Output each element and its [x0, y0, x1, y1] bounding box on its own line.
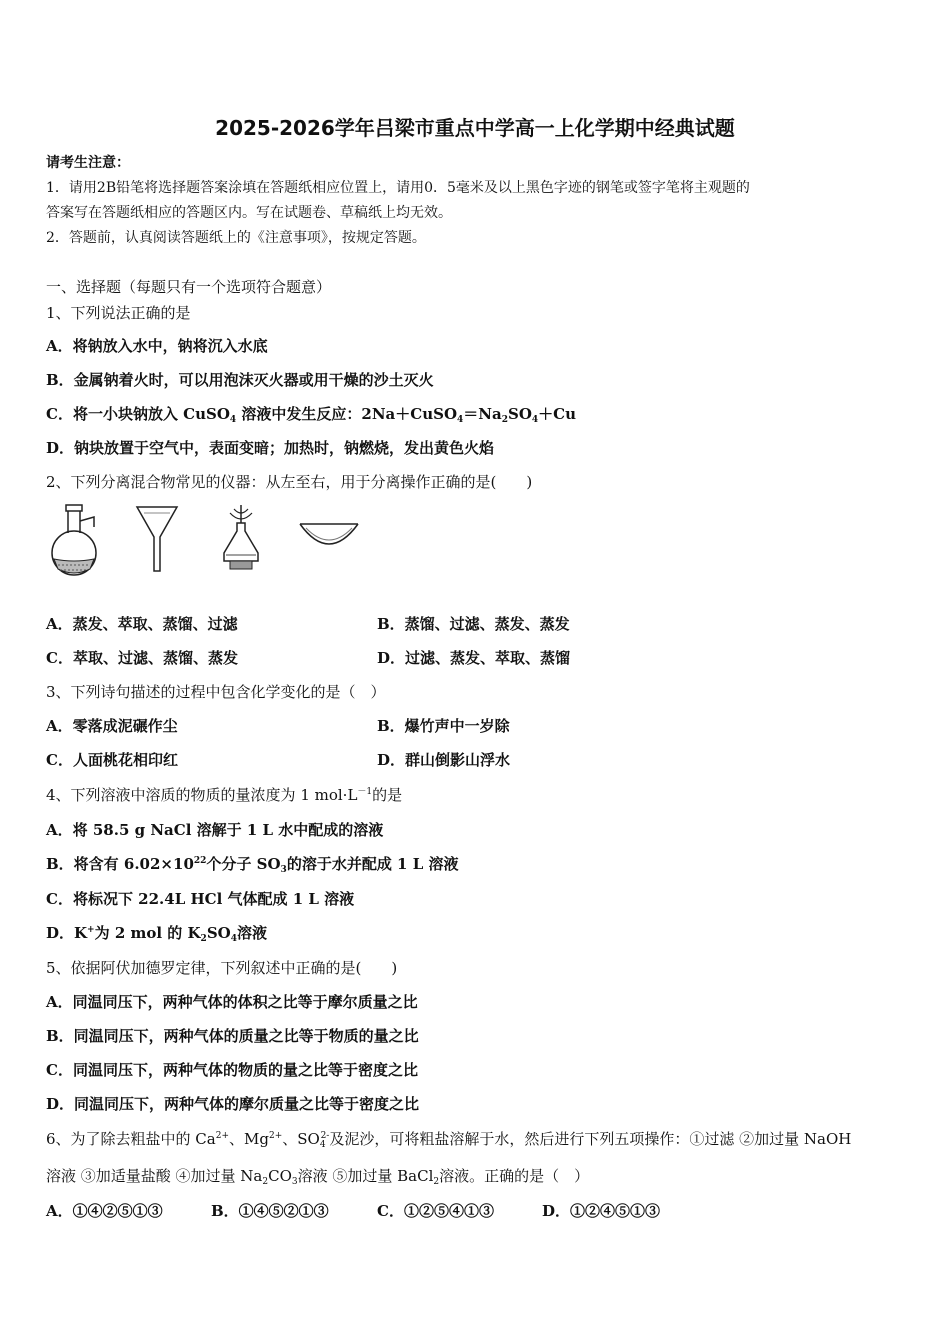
section-heading: 一、选择题（每题只有一个选项符合题意）: [46, 278, 332, 296]
question-6-stem: 6、为了除去粗盐中的 $Ca^{2+}$、$Mg^{2+}$、$SO_4^{2-}$及泥沙，可将粗盐溶解于水，然后进行下列五项操作：①过滤 ②加过量 NaOH: [46, 1130, 852, 1150]
question-6-stem-cont: 溶液 ③加适量盐酸 ④加过量 $Na_2CO_3$溶液 ⑤加过量 BaCl$_2$溶液。正确的是（ ）: [46, 1167, 590, 1187]
q6-option-b[interactable]: B．①④⑤②①③: [211, 1202, 329, 1220]
notice-line-1-cont: 答案写在答题纸相应的答题区内。写在试题卷、草稿纸上均无效。: [46, 205, 452, 221]
q2-option-d[interactable]: D．过滤、蒸发、萃取、蒸馏: [377, 649, 571, 667]
q4-option-b[interactable]: B．将含有 $6.02\times 10^{22}$个分子 $SO_3$的溶于水并配成 1 L 溶液: [46, 855, 459, 875]
separatory-flask-icon: [44, 503, 104, 583]
q4-option-a[interactable]: A．将 58.5 g NaCl 溶解于 1 L 水中配成的溶液: [46, 821, 384, 839]
q3-option-c[interactable]: C．人面桃花相印红: [46, 751, 178, 769]
evaporating-dish-icon: [296, 516, 362, 552]
q1-option-b[interactable]: B．金属钠着火时，可以用泡沫灭火器或用干燥的沙土灭火: [46, 371, 434, 389]
q3-option-b[interactable]: B．爆竹声中一岁除: [377, 717, 510, 735]
question-4-stem: 4、下列溶液中溶质的物质的量浓度为 1 $mol\cdot L^{-1}$的是: [46, 786, 403, 804]
notice-line-2: 2．答题前，认真阅读答题纸上的《注意事项》，按规定答题。: [46, 230, 426, 246]
funnel-icon: [134, 503, 180, 575]
q3-option-a[interactable]: A．零落成泥碾作尘: [46, 717, 178, 735]
q5-option-a[interactable]: A．同温同压下，两种气体的体积之比等于摩尔质量之比: [46, 993, 418, 1011]
q2-option-a[interactable]: A．蒸发、萃取、蒸馏、过滤: [46, 615, 238, 633]
q3-option-d[interactable]: D．群山倒影山浮水: [377, 751, 511, 769]
q4-option-d[interactable]: D．K+为 2 mol 的 $K_2SO_4$溶液: [46, 924, 267, 944]
q1-option-d[interactable]: D．钠块放置于空气中，表面变暗；加热时，钠燃烧，发出黄色火焰: [46, 439, 495, 457]
page-title: 2025-2026学年吕梁市重点中学高一上化学期中经典试题: [215, 116, 735, 140]
question-2-stem: 2、下列分离混合物常见的仪器：从左至右，用于分离操作正确的是( ): [46, 473, 533, 491]
question-1-stem: 1、下列说法正确的是: [46, 304, 191, 322]
q4-option-c[interactable]: C．将标况下 22.4L HCl 气体配成 1 L 溶液: [46, 890, 355, 908]
question-3-stem: 3、下列诗句描述的过程中包含化学变化的是（ ）: [46, 683, 386, 701]
q2-option-b[interactable]: B．蒸馏、过滤、蒸发、蒸发: [377, 615, 570, 633]
notice-heading: 请考生注意：: [46, 155, 130, 171]
q5-option-c[interactable]: C．同温同压下，两种气体的物质的量之比等于密度之比: [46, 1061, 418, 1079]
q6-option-d[interactable]: D．①②④⑤①③: [542, 1202, 661, 1220]
notice-line-1: 1．请用2B铅笔将选择题答案涂填在答题纸相应位置上，请用0．5毫米及以上黑色字迹的钢笔或签字笔将主观题的: [46, 180, 750, 196]
q1-option-c[interactable]: C．将一小块钠放入 CuSO$_4$ 溶液中发生反应：$2Na+CuSO_4=Na_2SO_4+Cu$: [46, 405, 577, 425]
q5-option-b[interactable]: B．同温同压下，两种气体的质量之比等于物质的量之比: [46, 1027, 419, 1045]
q5-option-d[interactable]: D．同温同压下，两种气体的摩尔质量之比等于密度之比: [46, 1095, 420, 1113]
q6-option-c[interactable]: C．①②⑤④①③: [377, 1202, 494, 1220]
distillation-flask-icon: [216, 503, 266, 573]
q6-option-a[interactable]: A．①④②⑤①③: [46, 1202, 163, 1220]
q2-option-c[interactable]: C．萃取、过滤、蒸馏、蒸发: [46, 649, 238, 667]
q1-option-a[interactable]: A．将钠放入水中，钠将沉入水底: [46, 337, 268, 355]
question-5-stem: 5、依据阿伏加德罗定律，下列叙述中正确的是( ): [46, 959, 398, 977]
